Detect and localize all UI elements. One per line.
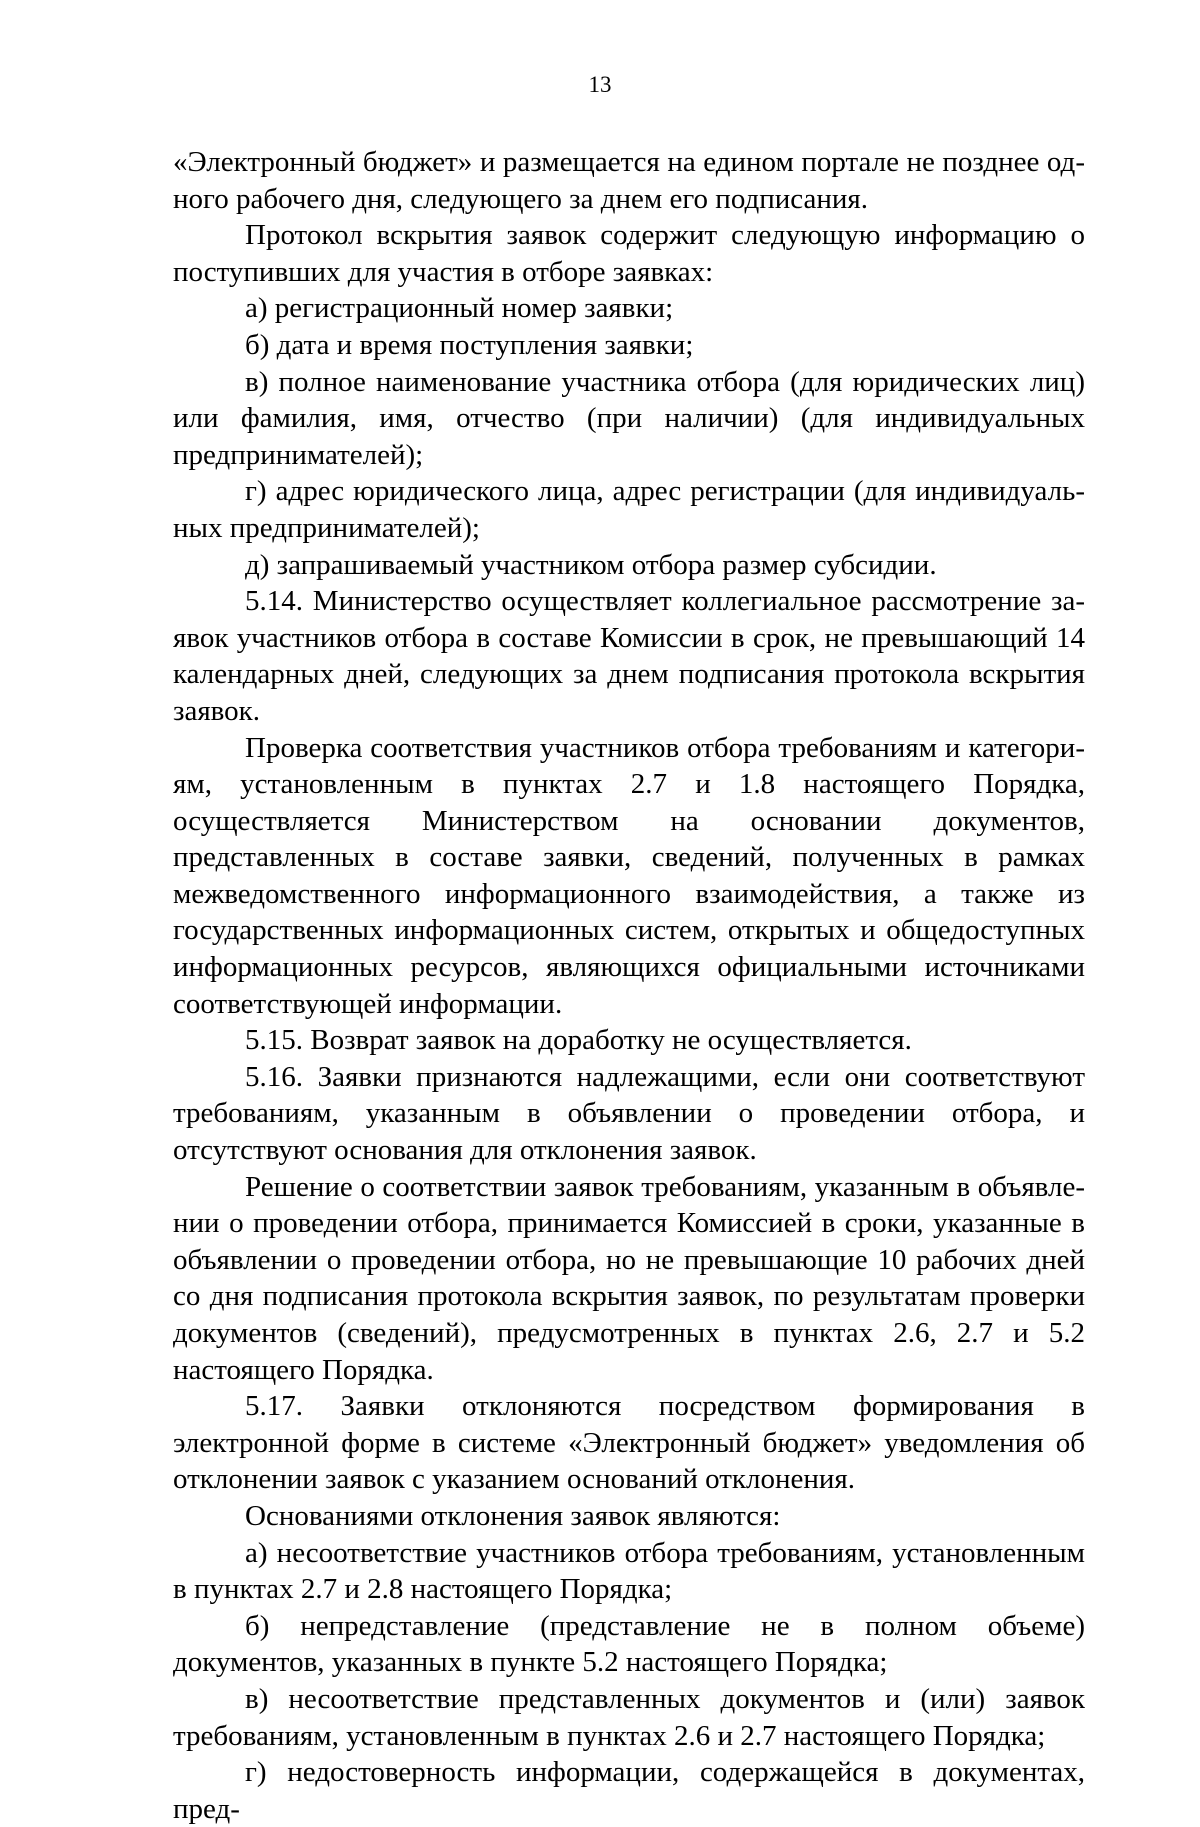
- document-body: [173, 144, 1085, 1827]
- list-item-g: г) адрес юридического лица, адрес регистрации (для индивидуальных предпринимателей);: [173, 475, 1085, 544]
- list-item-v: в) полное наименование участника отбора (для юридических лиц) или фамилия, имя, отчество (при наличии) (для индивидуальных предпринимателей);: [173, 365, 1085, 471]
- paragraph-5-17: 5.17. Заявки отклоняются посредством формирования в электронной форме в системе «Электронный бюджет» уведомления об отклонении заявок с указанием оснований отклонения.: [173, 1390, 1085, 1496]
- paragraph-5-14: 5.14. Министерство осуществляет коллегиальное рассмотрение заявок участников отбора в составе Комиссии в срок, не превышающий 14 календарных дней, следующих за днем подписания протокола вскрытия заявок.: [173, 585, 1085, 727]
- paragraph-5-16: 5.16. Заявки признаются надлежащими, если они соответствуют требованиям, указанным в объявлении о проведении отбора, и отсутствуют основания для отклонения заявок.: [173, 1060, 1085, 1167]
- grounds-item-g: г) недостоверность информации, содержащейся в документах, пред-: [173, 1756, 1085, 1825]
- list-item-a: а) регистрационный номер заявки;: [245, 292, 674, 325]
- grounds-item-v: в) несоответствие представленных документов и (или) заявок требованиям, установленным в пунктах 2.6 и 2.7 настоящего Порядка;: [173, 1682, 1085, 1752]
- page-number: 13: [588, 72, 612, 97]
- paragraph-continuation: «Электронный бюджет» и размещается на едином портале не позднее одного рабочего дня, следующего за днем его подписания.: [173, 146, 1085, 215]
- paragraph-verification: Проверка соответствия участников отбора требованиям и категориям, установленным в пунктах 2.7 и 1.8 настоящего Порядка, осуществляется Министерством на основании документов, представленных в составе заявки, сведений, полученных в рамках межведомственного информационного взаимодействия, а также из государственных информационных систем, открытых и общедоступных информационных ресурсов, являющихся официальными источниками соответствующей информации.: [173, 731, 1085, 1020]
- paragraph-grounds: Основаниями отклонения заявок являются:: [245, 1499, 781, 1532]
- paragraph-protocol-info: Протокол вскрытия заявок содержит следующую информацию о поступивших для участия в отборе заявках:: [173, 219, 1085, 288]
- paragraph-decision: Решение о соответствии заявок требованиям, указанным в объявлении о проведении отбора, принимается Комиссией в сроки, указанные в объявлении о проведении отбора, но не превышающие 10 рабочих дней со дня подписания протокола вскрытия заявок, по результатам проверки документов (сведений), предусмотренных в пунктах 2.6, 2.7 и 5.2 настоящего Порядка.: [173, 1170, 1085, 1386]
- grounds-item-b: б) непредставление (представление не в полном объеме) документов, указанных в пункте 5.2 настоящего Порядка;: [173, 1609, 1085, 1679]
- grounds-item-a: а) несоответствие участников отбора требованиям, установленным в пунктах 2.7 и 2.8 настоящего Порядка;: [173, 1536, 1085, 1606]
- list-item-d: д) запрашиваемый участником отбора размер субсидии.: [245, 548, 937, 581]
- list-item-b: б) дата и время поступления заявки;: [245, 328, 694, 361]
- paragraph-5-15: 5.15. Возврат заявок на доработку не осуществляется.: [245, 1024, 912, 1057]
